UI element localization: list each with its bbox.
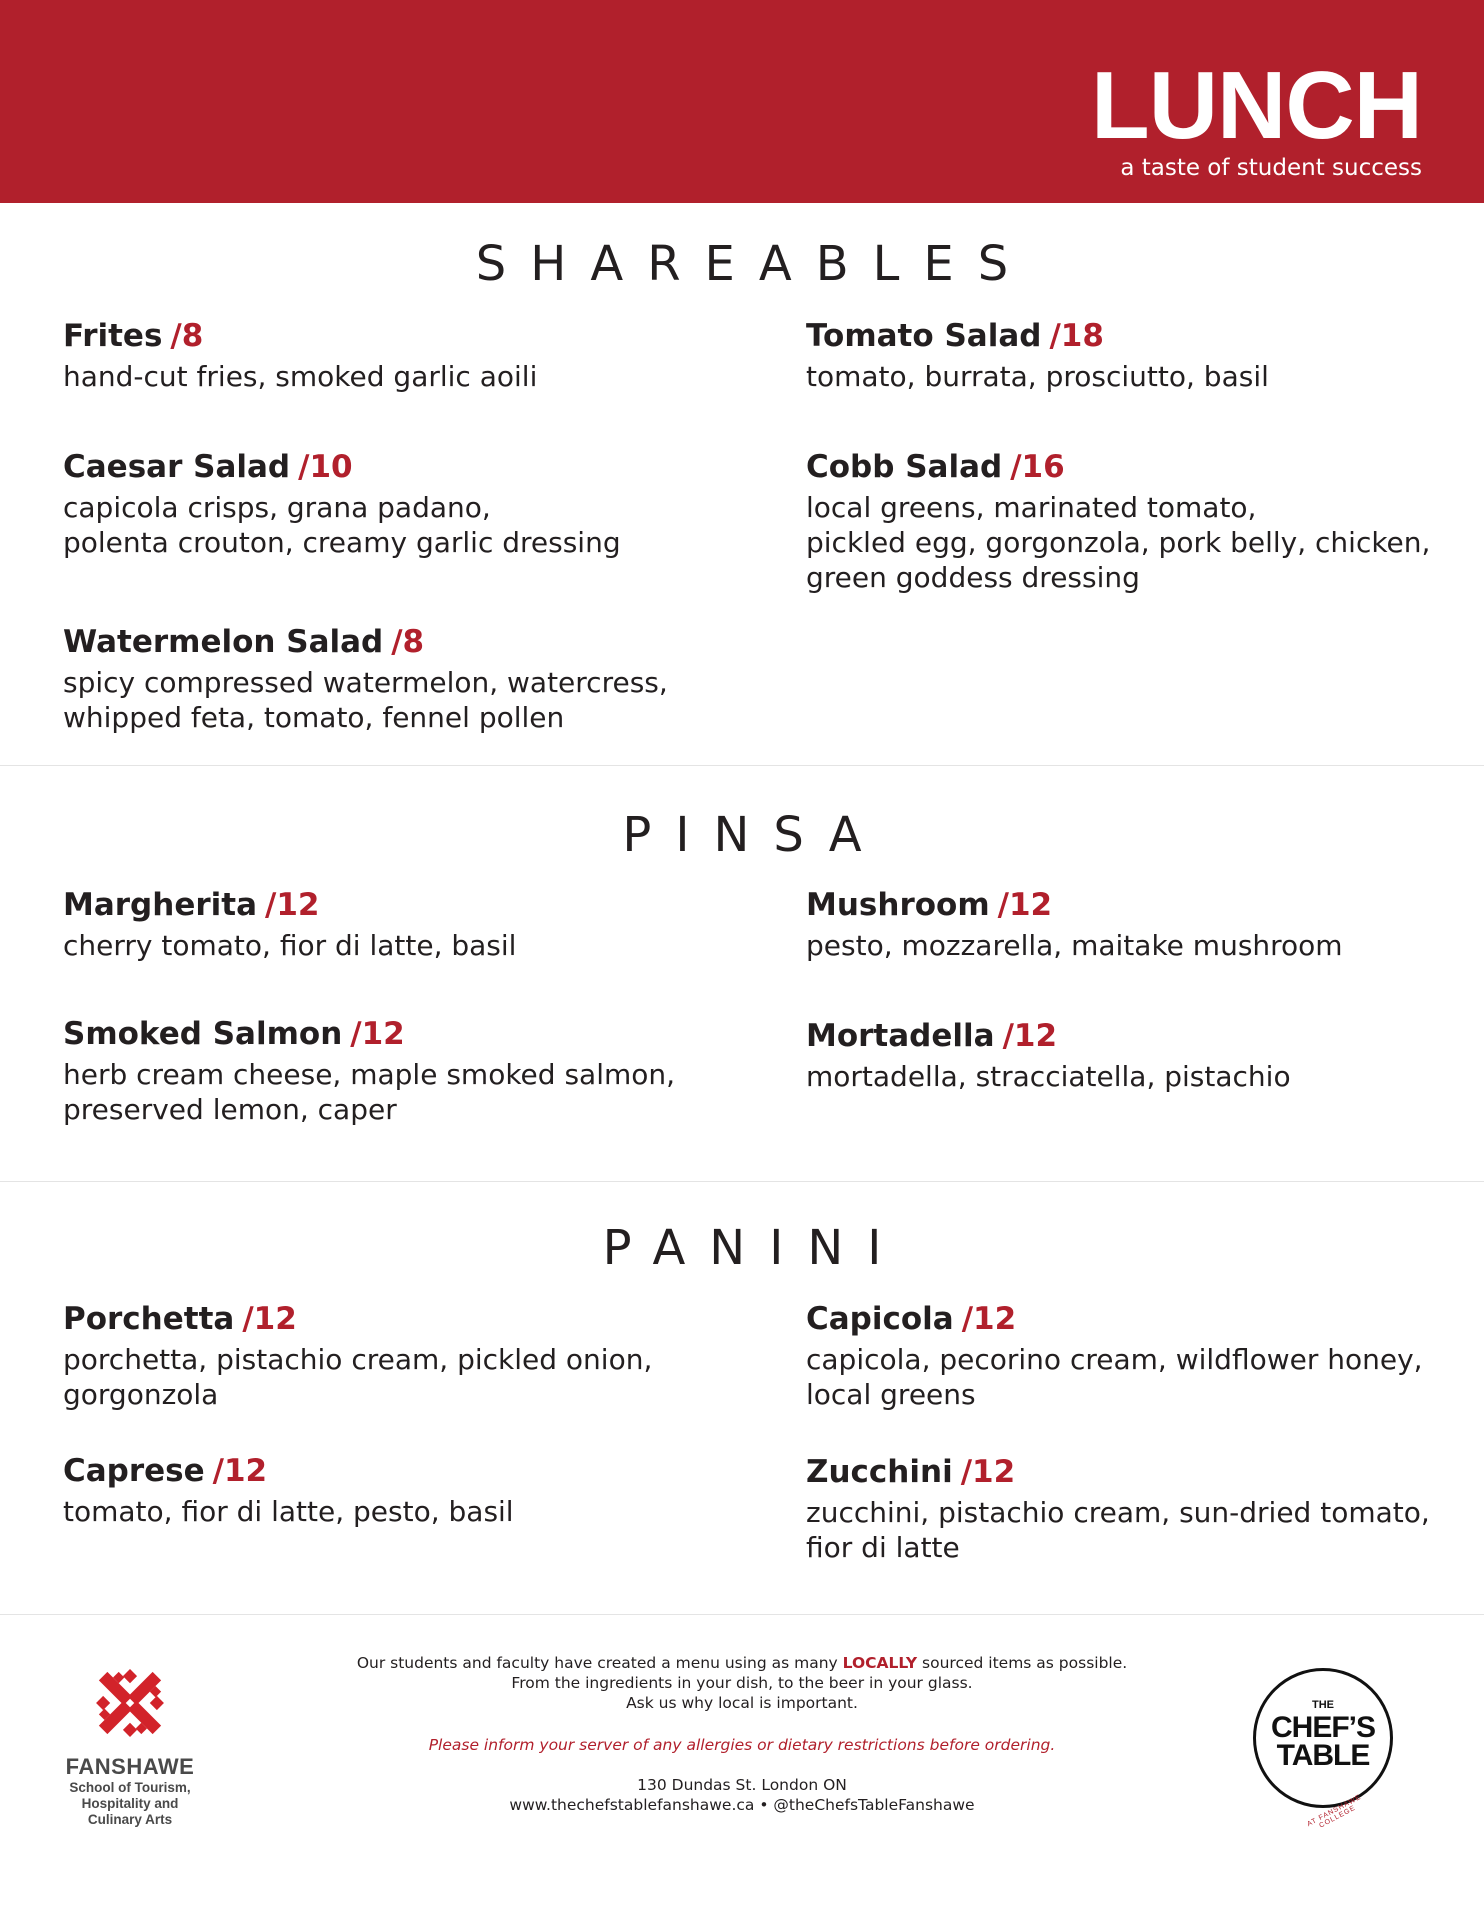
chefs-table-the: THE [1312,1699,1334,1711]
item-price: /12 [265,887,320,923]
section-divider [0,1614,1484,1615]
item-name: Caprese [63,1453,205,1489]
item-name-row [806,1016,1466,1056]
item-name-row [63,885,703,925]
footer-line-2: From the ingredients in your dish, to the beer in your glass. [511,1674,973,1692]
address: 130 Dundas St. London ON [637,1776,847,1794]
section-divider [0,1181,1484,1182]
description-line: spicy compressed watermelon, watercress, [63,666,668,699]
section-title-panini: PANINI [602,1220,906,1276]
item-description [63,1342,703,1412]
item-description [63,928,703,963]
description-line: capicola crisps, grana padano, [63,491,491,524]
footer-line-1 [290,1653,1194,1673]
item-name-row [806,316,1466,356]
item-name: Smoked Salmon [63,1016,343,1052]
item-price: /8 [170,318,204,354]
menu-item-margherita [63,885,703,963]
description-line: tomato, fior di latte, pesto, basil [63,1495,514,1528]
menu-item-smoked-salmon [63,1014,703,1127]
footer-line-3: Ask us why local is important. [626,1694,858,1712]
item-price: /12 [960,1454,1016,1490]
allergy-notice [290,1735,1194,1755]
item-name: Capicola [806,1301,954,1337]
menu-item-frites [63,316,703,394]
item-name: Caesar Salad [63,449,291,485]
item-name-row [63,622,703,662]
item-name: Frites [63,318,163,354]
fanshawe-school-line: Hospitality and [81,1796,179,1811]
item-price: /12 [350,1016,405,1052]
fanshawe-name: FANSHAWE [65,1754,195,1779]
item-description [63,665,703,735]
item-name-row [63,447,703,487]
locally-highlight: LOCALLY [842,1654,918,1672]
item-price: /12 [212,1453,268,1489]
description-line: cherry tomato, fior di latte, basil [63,929,517,962]
item-price: /18 [1049,318,1104,354]
menu-item-zucchini [806,1452,1466,1565]
description-line: tomato, burrata, prosciutto, basil [806,360,1269,393]
item-name: Watermelon Salad [63,624,384,660]
description-line: local greens, marinated tomato, [806,491,1257,524]
item-price: /12 [961,1301,1017,1337]
description-line: zucchini, pistachio cream, sun-dried tomato, [806,1496,1430,1529]
description-line: gorgonzola [63,1378,219,1411]
section-title-shareables: SHAREABLES [475,236,1033,292]
menu-item-watermelon-salad [63,622,703,735]
page-title: LUNCH [1091,52,1422,159]
item-name: Tomato Salad [806,318,1042,354]
item-price: /12 [997,887,1053,923]
item-name-row [806,1299,1466,1339]
item-name-row [63,316,703,356]
item-name: Mortadella [806,1018,995,1054]
item-description [806,1495,1466,1565]
description-line: local greens [806,1378,976,1411]
item-description [63,1057,703,1127]
menu-item-porchetta [63,1299,703,1412]
item-name: Mushroom [806,887,990,923]
chefs-table-line-1: CHEF’S [1270,1711,1375,1744]
item-price: /12 [1002,1018,1058,1054]
section-title-pinsa: PINSA [622,807,886,863]
fanshawe-school-line: School of Tourism, [69,1780,191,1795]
footer-line-1-post: sourced items as possible. [922,1654,1128,1672]
item-price: /16 [1010,449,1065,485]
description-line: pesto, mozzarella, maitake mushroom [806,929,1343,962]
footer-contact [290,1775,1194,1815]
description-line: herb cream cheese, maple smoked salmon, [63,1058,676,1091]
description-line: polenta crouton, creamy garlic dressing [63,526,621,559]
menu-item-mushroom [806,885,1466,963]
item-name-row [63,1014,703,1054]
item-name: Zucchini [806,1454,953,1490]
description-line: fior di latte [806,1531,960,1564]
header-banner [0,0,1484,203]
fanshawe-school [40,1780,220,1828]
allergy-text: Please inform your server of any allergies or dietary restrictions before ordering. [428,1736,1056,1754]
item-name-row [63,1299,703,1339]
fanshawe-logo [40,1660,220,1828]
item-description [806,1059,1466,1094]
item-name: Porchetta [63,1301,235,1337]
item-description [63,1494,703,1529]
section-divider [0,765,1484,766]
menu-item-caprese [63,1451,703,1529]
item-description [806,359,1466,394]
item-price: /12 [242,1301,297,1337]
chefs-table-tagline: AT FANSHAWE COLLEGE [1306,1793,1363,1830]
item-name: Margherita [63,887,257,923]
description-line: mortadella, stracciatella, pistachio [806,1060,1291,1093]
menu-item-tomato-salad [806,316,1466,394]
footer-local-note [290,1653,1194,1713]
description-line: porchetta, pistachio cream, pickled onion, [63,1343,653,1376]
item-price: /10 [298,449,353,485]
item-name: Cobb Salad [806,449,1003,485]
fanshawe-emblem-icon [87,1660,173,1746]
item-name-row [63,1451,703,1491]
fanshawe-school-line: Culinary Arts [87,1812,173,1827]
description-line: green goddess dressing [806,561,1140,594]
chefs-table-logo [1253,1668,1393,1830]
page-subtitle: a taste of student success [1120,155,1422,181]
description-line: capicola, pecorino cream, wildflower honey, [806,1343,1423,1376]
menu-item-capicola [806,1299,1466,1412]
menu-item-caesar-salad [63,447,703,560]
item-description [806,1342,1466,1412]
item-name-row [806,1452,1466,1492]
item-name-row [806,447,1466,487]
menu-item-cobb-salad [806,447,1466,595]
website-social[interactable]: www.thechefstablefanshawe.ca • @theChefsTableFanshawe [509,1796,975,1814]
description-line: preserved lemon, caper [63,1093,397,1126]
item-description [806,490,1466,595]
description-line: hand-cut fries, smoked garlic aoili [63,360,538,393]
item-price: /8 [391,624,425,660]
menu-item-mortadella [806,1016,1466,1094]
item-name-row [806,885,1466,925]
item-description [806,928,1466,963]
item-description [63,490,703,560]
description-line: whipped feta, tomato, fennel pollen [63,701,565,734]
footer-line-1-pre: Our students and faculty have created a menu using as many [356,1654,838,1672]
chefs-table-line-2: TABLE [1276,1739,1370,1772]
description-line: pickled egg, gorgonzola, pork belly, chicken, [806,526,1431,559]
item-description [63,359,703,394]
